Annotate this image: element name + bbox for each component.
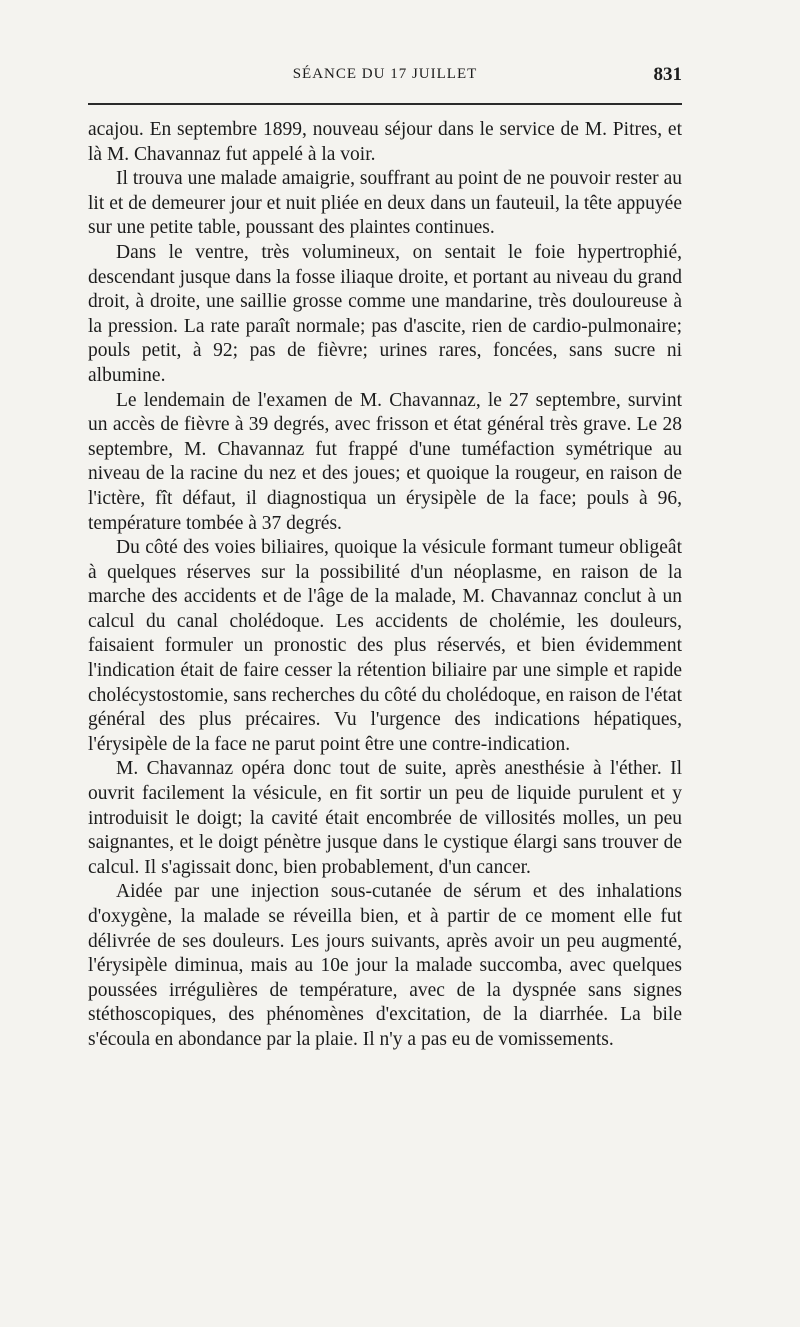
page-number: 831 — [653, 64, 682, 85]
paragraph: Il trouva une malade amaigrie, souffrant au point de ne pouvoir rester au lit et de demeurer jour et nuit pliée en deux dans un fauteuil, la tête appuyée sur une petite table, poussant des plaintes continues. — [88, 168, 682, 239]
paragraph: M. Chavannaz opéra donc tout de suite, après anesthésie à l'éther. Il ouvrit facilement la vésicule, en fit sortir un peu de liquide purulent et y introduisit le doigt; la cavité était encombrée de villosités molles, un peu saignantes, et le doigt pénètre jusque dans le cystique élargi sans trouver de calcul. Il s'agissait donc, bien probablement, d'un cancer. — [88, 758, 682, 878]
header-rule — [88, 103, 682, 105]
body-text — [88, 118, 682, 1053]
paragraph: acajou. En septembre 1899, nouveau séjour dans le service de M. Pitres, et là M. Chavannaz fut appelé à la voir. — [88, 119, 682, 165]
paragraph: Dans le ventre, très volumineux, on sentait le foie hypertrophié, descendant jusque dans la fosse iliaque droite, et portant au niveau du grand droit, à droite, une saillie grosse comme une mandarine, très douloureuse à la pression. La rate paraît normale; pas d'ascite, rien de cardio-pulmonaire; pouls petit, à 92; pas de fièvre; urines rares, foncées, sans sucre ni albumine. — [88, 241, 682, 386]
paragraph: Du côté des voies biliaires, quoique la vésicule formant tumeur obligeât à quelques réserves sur la possibilité d'un néoplasme, en raison de la marche des accidents et de l'âge de la malade, M. Chavannaz conclut à un calcul du canal cholédoque. Les accidents de cholémie, les douleurs, faisaient formuler un pronostic des plus réservés, et bien évidemment l'indication était de faire cesser la rétention biliaire par une simple et rapide cholécystostomie, sans recherches du côté du cholédoque, en raison de l'état général des plus précaires. Vu l'urgence des indications hépatiques, l'érysipèle de la face ne parut point être une contre-indication. — [88, 537, 682, 755]
page-header — [88, 62, 682, 92]
running-title: SÉANCE DU 17 JUILLET — [292, 66, 478, 82]
paragraph: Aidée par une injection sous-cutanée de sérum et des inhalations d'oxygène, la malade se réveilla bien, et à partir de ce moment elle fut délivrée de ses douleurs. Les jours suivants, après avoir un peu augmenté, l'érysipèle diminua, mais au 10e jour la malade succomba, avec quelques poussées irrégulières de température, avec de la dyspnée sans signes stéthoscopiques, des phénomènes d'excitation, de la diarrhée. La bile s'écoula en abondance par la plaie. Il n'y a pas eu de vomissements. — [88, 881, 682, 1050]
paragraph: Le lendemain de l'examen de M. Chavannaz, le 27 septembre, survint un accès de fièvre à 39 degrés, avec frisson et état général très grave. Le 28 septembre, M. Chavannaz fut frappé d'une tuméfaction symétrique au niveau de la racine du nez et des joues; et quoique la rougeur, en raison de l'ictère, fît défaut, il diagnostiqua un érysipèle de la face; pouls à 96, température tombée à 37 degrés. — [88, 389, 682, 534]
